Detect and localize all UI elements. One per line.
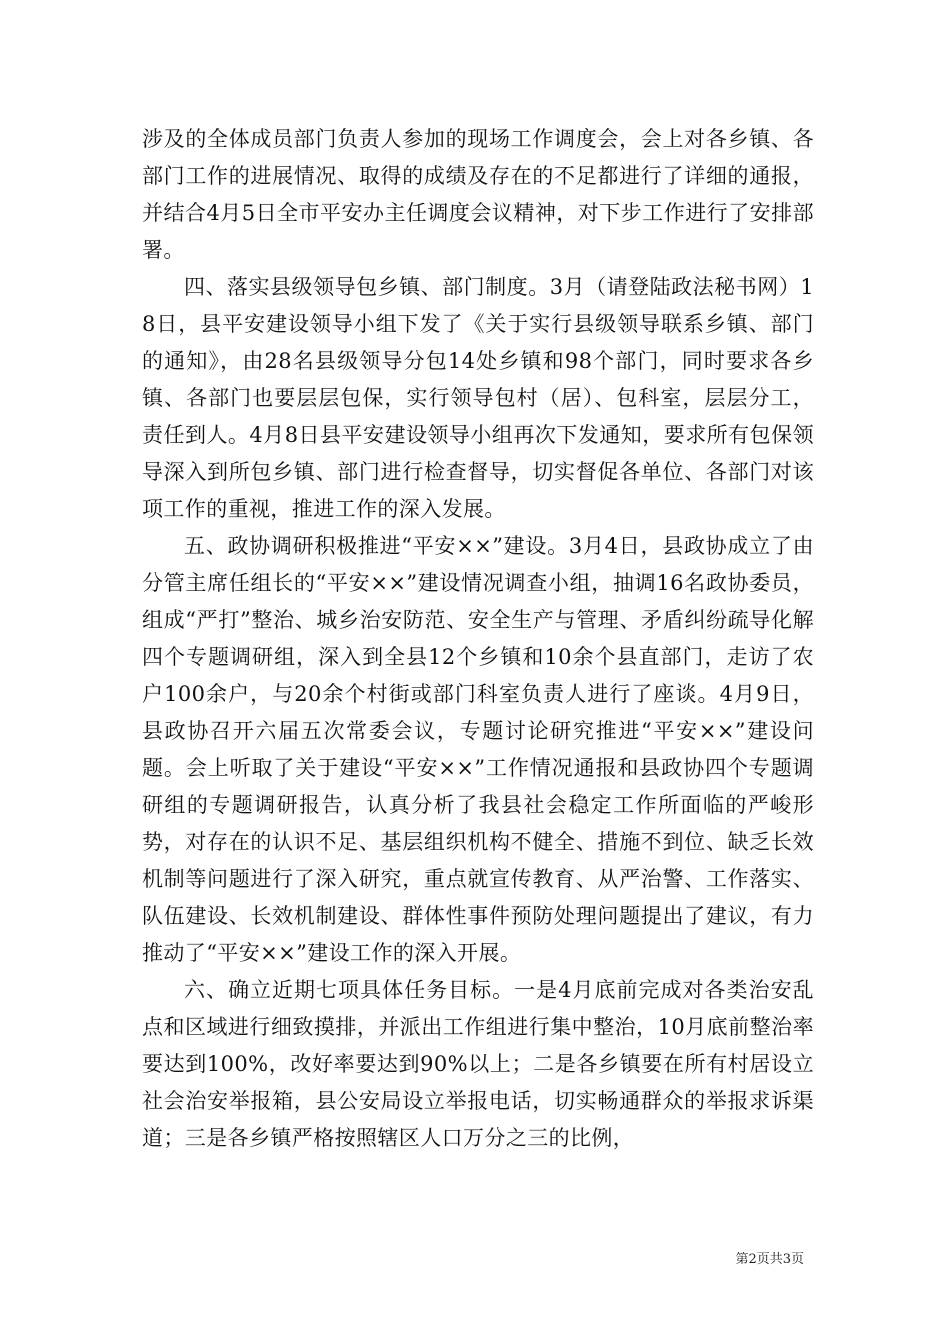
document-body: [142, 121, 814, 1157]
paragraph-section-4: 四、落实县级领导包乡镇、部门制度。3月（请登陆政法秘书网）18日，县平安建设领导小组下发了《关于实行县级领导联系乡镇、部门的通知》，由28名县级领导分包14处乡镇和98个部门，同时要求各乡镇、各部门也要层层包保，实行领导包村（居）、包科室，层层分工，责任到人。4月8日县平安建设领导小组再次下发通知，要求所有包保领导深入到所包乡镇、部门进行检查督导，切实督促各单位、各部门对该项工作的重视，推进工作的深入发展。: [142, 275, 814, 521]
paragraph-continuation: 涉及的全体成员部门负责人参加的现场工作调度会，会上对各乡镇、各部门工作的进展情况、取得的成绩及存在的不足都进行了详细的通报，并结合4月5日全市平安办主任调度会议精神，对下步工作进行了安排部署。: [142, 127, 814, 262]
page-number-footer: 第2页共3页: [735, 1252, 804, 1267]
paragraph-section-5: 五、政协调研积极推进“平安××”建设。3月4日，县政协成立了由分管主席任组长的“平安××”建设情况调查小组，抽调16名政协委员，组成“严打”整治、城乡治安防范、安全生产与管理、矛盾纠纷疏导化解四个专题调研组，深入到全县12个乡镇和10余个县直部门，走访了农户100余户，与20余个村街或部门科室负责人进行了座谈。4月9日，县政协召开六届五次常委会议，专题讨论研究推进“平安××”建设问题。会上听取了关于建设“平安××”工作情况通报和县政协四个专题调研组的专题调研报告，认真分析了我县社会稳定工作所面临的严峻形势，对存在的认识不足、基层组织机构不健全、措施不到位、缺乏长效机制等问题进行了深入研究，重点就宣传教育、从严治警、工作落实、队伍建设、长效机制建设、群体性事件预防处理问题提出了建议，有力推动了“平安××”建设工作的深入开展。: [142, 534, 814, 965]
paragraph-section-6: 六、确立近期七项具体任务目标。一是4月底前完成对各类治安乱点和区域进行细致摸排，并派出工作组进行集中整治，10月底前整治率要达到100%，改好率要达到90%以上；二是各乡镇要在所有村居设立社会治安举报箱，县公安局设立举报电话，切实畅通群众的举报求诉渠道；三是各乡镇严格按照辖区人口万分之三的比例，: [142, 978, 814, 1150]
